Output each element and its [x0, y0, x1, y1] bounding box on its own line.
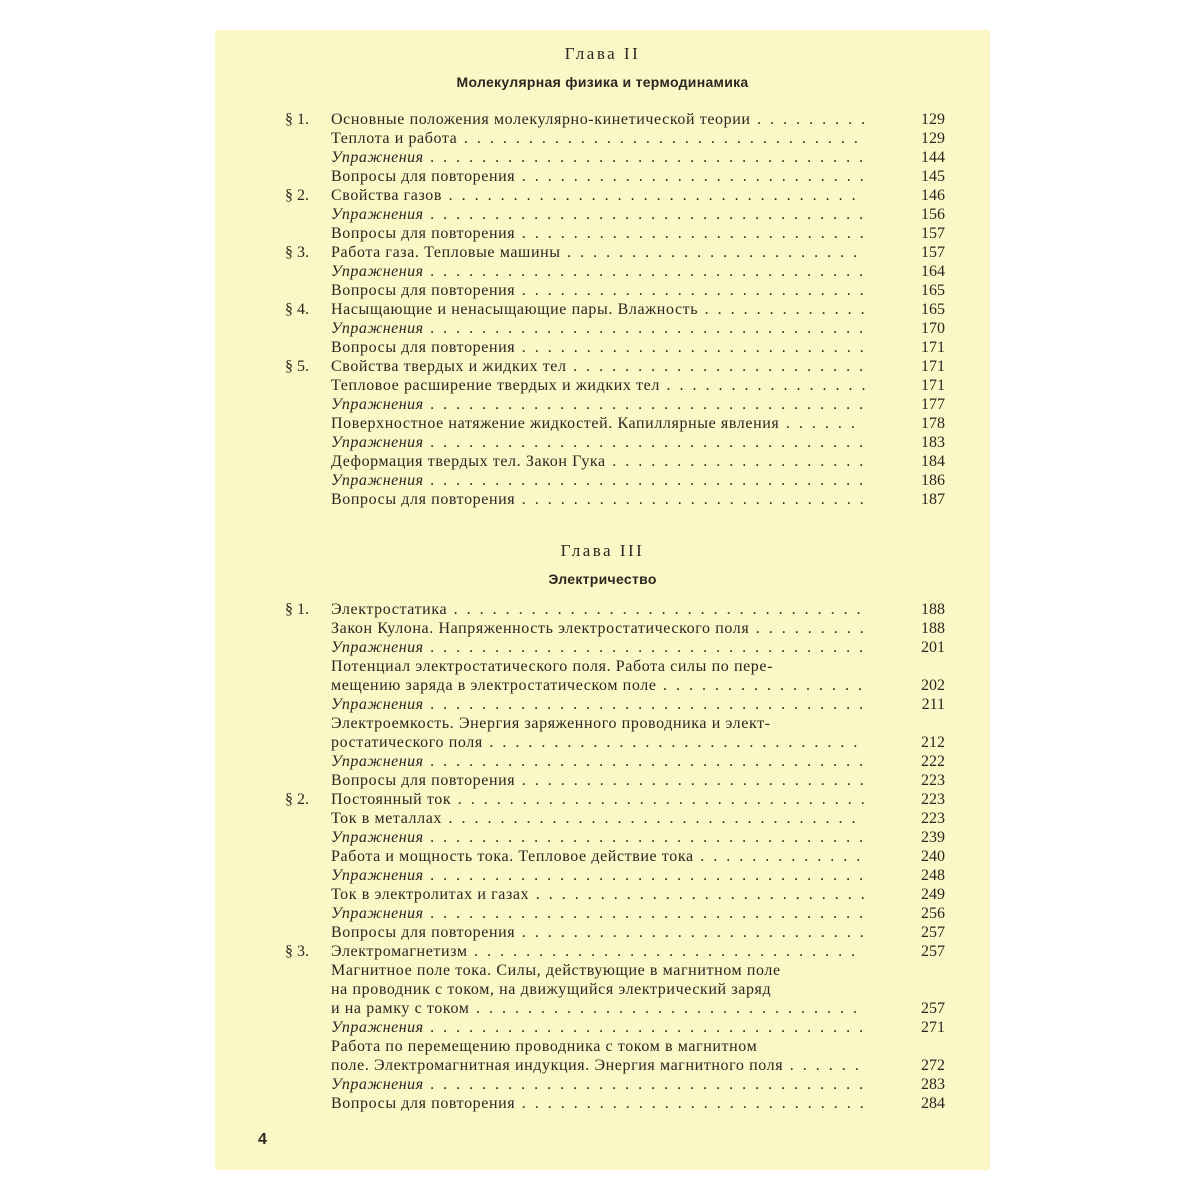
entry-title: Упражнения . . . [331, 433, 865, 452]
toc-entry [285, 110, 945, 129]
page-ref: 156 [921, 206, 945, 223]
section-number: § 2. [285, 187, 309, 204]
section-number: § 1. [285, 111, 309, 128]
entry-title: Основные положения молекулярно-кинетической теории . . . [331, 110, 865, 129]
page-ref: 129 [921, 130, 945, 147]
page-ref: 223 [921, 772, 945, 789]
page-ref: 257 [921, 943, 945, 960]
entry-title: Упражнения . . . [331, 638, 865, 657]
toc-entry [285, 733, 945, 752]
toc-entry [285, 1037, 945, 1056]
entry-title: Упражнения . . . [331, 395, 865, 414]
toc-entry [285, 961, 945, 980]
entry-title: мещению заряда в электростатическом поле . . . [331, 676, 865, 695]
toc-entry [285, 319, 945, 338]
page-ref: 165 [921, 282, 945, 299]
entry-title: Вопросы для повторения . . . [331, 923, 865, 942]
entry-title: и на рамку с током . . . [331, 999, 865, 1018]
page-ref: 256 [921, 905, 945, 922]
toc-entry [285, 771, 945, 790]
toc-entry [285, 281, 945, 300]
entry-title: Постоянный ток . . . [331, 790, 865, 809]
toc-entry [285, 714, 945, 733]
toc-entry [285, 828, 945, 847]
section-number: § 1. [285, 601, 309, 618]
page-ref: 165 [921, 301, 945, 318]
toc-entry [285, 224, 945, 243]
entry-title: Упражнения . . . [331, 1075, 865, 1094]
entry-title: Электростатика . . . [331, 600, 865, 619]
entry-title: поле. Электромагнитная индукция. Энергия магнитного поля . . . [331, 1056, 865, 1075]
entry-title: Упражнения . . . [331, 828, 865, 847]
page-ref: 157 [921, 225, 945, 242]
entry-title: Упражнения . . . [331, 866, 865, 885]
page-ref: 271 [921, 1019, 945, 1036]
toc-entry [285, 376, 945, 395]
toc-entry [285, 999, 945, 1018]
entry-title: Упражнения . . . [331, 471, 865, 490]
toc-entry [285, 395, 945, 414]
page-ref: 145 [921, 168, 945, 185]
entry-title: Упражнения . . . [331, 695, 865, 714]
entry-title: Вопросы для повторения . . . [331, 167, 865, 186]
toc-entry [285, 243, 945, 262]
section-number: § 5. [285, 358, 309, 375]
page-number: 4 [258, 1131, 267, 1148]
page-ref: 248 [921, 867, 945, 884]
entry-title: Насыщающие и ненасыщающие пары. Влажность . . . [331, 300, 865, 319]
entry-title: Упражнения . . . [331, 262, 865, 281]
chapter-3-heading: Глава III [560, 541, 645, 560]
page-ref: 283 [921, 1076, 945, 1093]
toc-entry [285, 414, 945, 433]
page-ref: 187 [921, 491, 945, 508]
entry-title: Упражнения . . . [331, 148, 865, 167]
toc-entry [285, 433, 945, 452]
entry-title: ростатического поля . . . [331, 733, 865, 752]
entry-title: Электроемкость. Энергия заряженного проводника и элект- [331, 715, 771, 732]
page-ref: 178 [921, 415, 945, 432]
toc-entry [285, 1094, 945, 1113]
entry-title: Упражнения . . . [331, 319, 865, 338]
chapter-2-heading: Глава II [564, 44, 641, 63]
toc-entry [285, 752, 945, 771]
entry-title: Работа и мощность тока. Тепловое действие тока . . . [331, 847, 865, 866]
toc-entry [285, 790, 945, 809]
toc-entry [285, 357, 945, 376]
page-ref: 183 [921, 434, 945, 451]
entry-title: Поверхностное натяжение жидкостей. Капиллярные явления . . . [331, 414, 865, 433]
entry-title: Ток в металлах . . . [331, 809, 865, 828]
page-ref: 223 [921, 810, 945, 827]
toc-entry [285, 885, 945, 904]
entry-title: Работа по перемещению проводника с током в магнитном [331, 1038, 758, 1055]
page-ref: 188 [921, 601, 945, 618]
entry-title: Вопросы для повторения . . . [331, 490, 865, 509]
entry-title: Упражнения . . . [331, 752, 865, 771]
page-ref: 284 [921, 1095, 945, 1112]
section-number: § 3. [285, 943, 309, 960]
entry-title: Вопросы для повторения . . . [331, 771, 865, 790]
entry-title: Работа газа. Тепловые машины . . . [331, 243, 865, 262]
page-ref: 171 [921, 377, 945, 394]
entry-title: Ток в электролитах и газах . . . [331, 885, 865, 904]
toc-entry [285, 1056, 945, 1075]
page-ref: 272 [921, 1057, 945, 1074]
page-ref: 186 [921, 472, 945, 489]
entry-title: Вопросы для повторения . . . [331, 224, 865, 243]
toc-entry [285, 186, 945, 205]
toc-entry [285, 619, 945, 638]
entry-title: Электромагнетизм . . . [331, 942, 865, 961]
entry-title: Упражнения . . . [331, 1018, 865, 1037]
chapter-2-title: Молекулярная физика и термодинамика [456, 74, 749, 90]
page-ref: 188 [921, 620, 945, 637]
page-ref: 171 [921, 339, 945, 356]
page-ref: 164 [921, 263, 945, 280]
entry-title: Свойства твердых и жидких тел . . . [331, 357, 865, 376]
toc-entry [285, 600, 945, 619]
entry-title: Свойства газов . . . [331, 186, 865, 205]
entry-title: Вопросы для повторения . . . [331, 338, 865, 357]
toc-entry [285, 262, 945, 281]
toc-entry [285, 657, 945, 676]
page-ref: 146 [921, 187, 945, 204]
toc-entry [285, 809, 945, 828]
chapter-3-title: Электричество [548, 571, 657, 587]
toc-entry [285, 904, 945, 923]
page-ref: 184 [921, 453, 945, 470]
toc-entry [285, 300, 945, 319]
page-ref: 249 [921, 886, 945, 903]
page-ref: 157 [921, 244, 945, 261]
toc-entry [285, 638, 945, 657]
page-ref: 201 [921, 639, 945, 656]
page-ref: 202 [921, 677, 945, 694]
book-page [215, 30, 990, 1170]
page-ref: 212 [921, 734, 945, 751]
toc-entry [285, 676, 945, 695]
entry-title: Потенциал электростатического поля. Работа силы по пере- [331, 658, 774, 675]
section-number: § 3. [285, 244, 309, 261]
section-number: § 4. [285, 301, 309, 318]
toc-entry [285, 1075, 945, 1094]
page-ref: 223 [921, 791, 945, 808]
page-ref: 257 [921, 1000, 945, 1017]
entry-title: Закон Кулона. Напряженность электростатического поля . . . [331, 619, 865, 638]
page-ref: 144 [921, 149, 945, 166]
entry-title: на проводник с током, на движущийся электрический заряд [331, 981, 772, 998]
toc-entry [285, 471, 945, 490]
entry-title: Деформация твердых тел. Закон Гука . . . [331, 452, 865, 471]
entry-title: Вопросы для повторения . . . [331, 281, 865, 300]
page-ref: 240 [921, 848, 945, 865]
toc-entry [285, 490, 945, 509]
entry-title: Магнитное поле тока. Силы, действующие в магнитном поле [331, 962, 781, 979]
entry-title: Теплота и работа . . . [331, 129, 865, 148]
toc-entry [285, 129, 945, 148]
toc-entry [285, 847, 945, 866]
entry-title: Вопросы для повторения . . . [331, 1094, 865, 1113]
page-ref: 211 [921, 696, 945, 713]
page-ref: 222 [921, 753, 945, 770]
toc-entry [285, 942, 945, 961]
toc-entry [285, 205, 945, 224]
toc-entry [285, 1018, 945, 1037]
entry-title: Упражнения . . . [331, 904, 865, 923]
toc-entry [285, 866, 945, 885]
section-number: § 2. [285, 791, 309, 808]
toc-entry [285, 452, 945, 471]
toc-entry [285, 338, 945, 357]
entry-title: Упражнения . . . [331, 205, 865, 224]
toc-entry [285, 148, 945, 167]
toc-entry [285, 695, 945, 714]
toc-entry [285, 167, 945, 186]
page-ref: 171 [921, 358, 945, 375]
page-ref: 257 [921, 924, 945, 941]
page-ref: 239 [921, 829, 945, 846]
page-ref: 129 [921, 111, 945, 128]
toc-entry [285, 980, 945, 999]
page-ref: 170 [921, 320, 945, 337]
entry-title: Тепловое расширение твердых и жидких тел . . . [331, 376, 865, 395]
toc-entry [285, 923, 945, 942]
page-ref: 177 [921, 396, 945, 413]
